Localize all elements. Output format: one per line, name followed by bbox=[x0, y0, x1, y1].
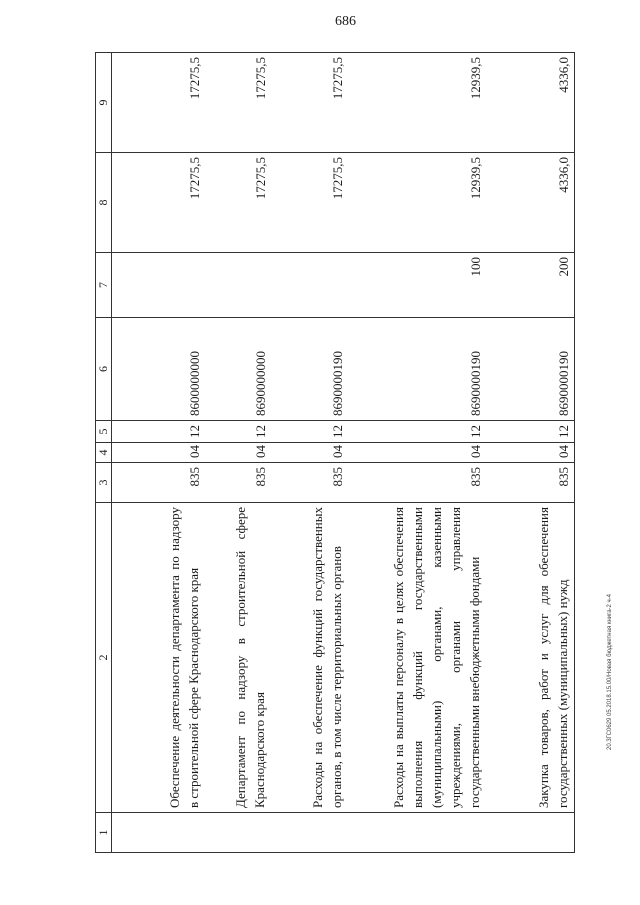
cell-amount-2: 4336,0 bbox=[486, 53, 575, 153]
cell-section: 04 bbox=[112, 443, 205, 463]
cell-admin-code: 835 bbox=[348, 463, 485, 503]
cell-subsection: 12 bbox=[205, 421, 272, 443]
cell-expense-type: 200 bbox=[486, 253, 575, 318]
header-col-5: 5 bbox=[96, 421, 112, 443]
cell-amount-1: 17275,5 bbox=[205, 153, 272, 253]
header-col-8: 8 bbox=[96, 153, 112, 253]
cell-admin-code: 835 bbox=[205, 463, 272, 503]
cell-subsection: 12 bbox=[112, 421, 205, 443]
cell-col-1 bbox=[348, 813, 485, 853]
cell-target-article: 8690000190 bbox=[486, 318, 575, 421]
cell-expense-type bbox=[271, 253, 348, 318]
cell-expense-type bbox=[112, 253, 205, 318]
header-col-4: 4 bbox=[96, 443, 112, 463]
cell-section: 04 bbox=[205, 443, 272, 463]
cell-col-1 bbox=[486, 813, 575, 853]
footer-note: 20.3ГС0629 05.2018.15.00/Новая бюджетная книга-2 ч-4 bbox=[607, 593, 613, 750]
table-row bbox=[112, 53, 205, 853]
cell-section: 04 bbox=[486, 443, 575, 463]
table-row bbox=[348, 53, 485, 853]
header-col-1: 1 bbox=[96, 813, 112, 853]
budget-table bbox=[95, 52, 575, 853]
cell-subsection: 12 bbox=[486, 421, 575, 443]
header-col-2: 2 bbox=[96, 503, 112, 813]
header-col-7: 7 bbox=[96, 253, 112, 318]
cell-amount-1: 17275,5 bbox=[112, 153, 205, 253]
cell-target-article: 8690000190 bbox=[348, 318, 485, 421]
cell-target-article: 8600000000 bbox=[112, 318, 205, 421]
row-name: Расходы на обеспечение функций государственных органов, в том числе территориальных органов bbox=[271, 503, 348, 813]
cell-subsection: 12 bbox=[271, 421, 348, 443]
row-name: Обеспечение деятельности департамента по надзору в строительной сфере Краснодарского края bbox=[112, 503, 205, 813]
cell-amount-2: 12939,5 bbox=[348, 53, 485, 153]
cell-admin-code: 835 bbox=[112, 463, 205, 503]
header-col-9: 9 bbox=[96, 53, 112, 153]
cell-expense-type: 100 bbox=[348, 253, 485, 318]
cell-col-1 bbox=[205, 813, 272, 853]
cell-subsection: 12 bbox=[348, 421, 485, 443]
cell-amount-2: 17275,5 bbox=[112, 53, 205, 153]
header-row bbox=[96, 53, 112, 853]
cell-target-article: 8690000000 bbox=[205, 318, 272, 421]
cell-amount-1: 17275,5 bbox=[271, 153, 348, 253]
cell-section: 04 bbox=[348, 443, 485, 463]
cell-admin-code: 835 bbox=[486, 463, 575, 503]
row-name: Закупка товаров, работ и услуг для обеспечения государственных (муниципальных) нужд bbox=[486, 503, 575, 813]
page-number: 686 bbox=[335, 14, 356, 29]
budget-table-rotated bbox=[95, 53, 575, 853]
row-name: Департамент по надзору в строительной сфере Краснодарского края bbox=[205, 503, 272, 813]
cell-amount-2: 17275,5 bbox=[271, 53, 348, 153]
cell-expense-type bbox=[205, 253, 272, 318]
table-row bbox=[486, 53, 575, 853]
cell-amount-2: 17275,5 bbox=[205, 53, 272, 153]
table-row bbox=[271, 53, 348, 853]
cell-col-1 bbox=[271, 813, 348, 853]
cell-amount-1: 4336,0 bbox=[486, 153, 575, 253]
header-col-6: 6 bbox=[96, 318, 112, 421]
cell-col-1 bbox=[112, 813, 205, 853]
row-name: Расходы на выплаты персоналу в целях обеспечения выполнения функций государственными (муниципальными) органами, казенными учреждениями, органами управления государственными внебюджетными фондами bbox=[348, 503, 485, 813]
cell-section: 04 bbox=[271, 443, 348, 463]
cell-target-article: 8690000190 bbox=[271, 318, 348, 421]
cell-amount-1: 12939,5 bbox=[348, 153, 485, 253]
cell-admin-code: 835 bbox=[271, 463, 348, 503]
table-row bbox=[205, 53, 272, 853]
header-col-3: 3 bbox=[96, 463, 112, 503]
